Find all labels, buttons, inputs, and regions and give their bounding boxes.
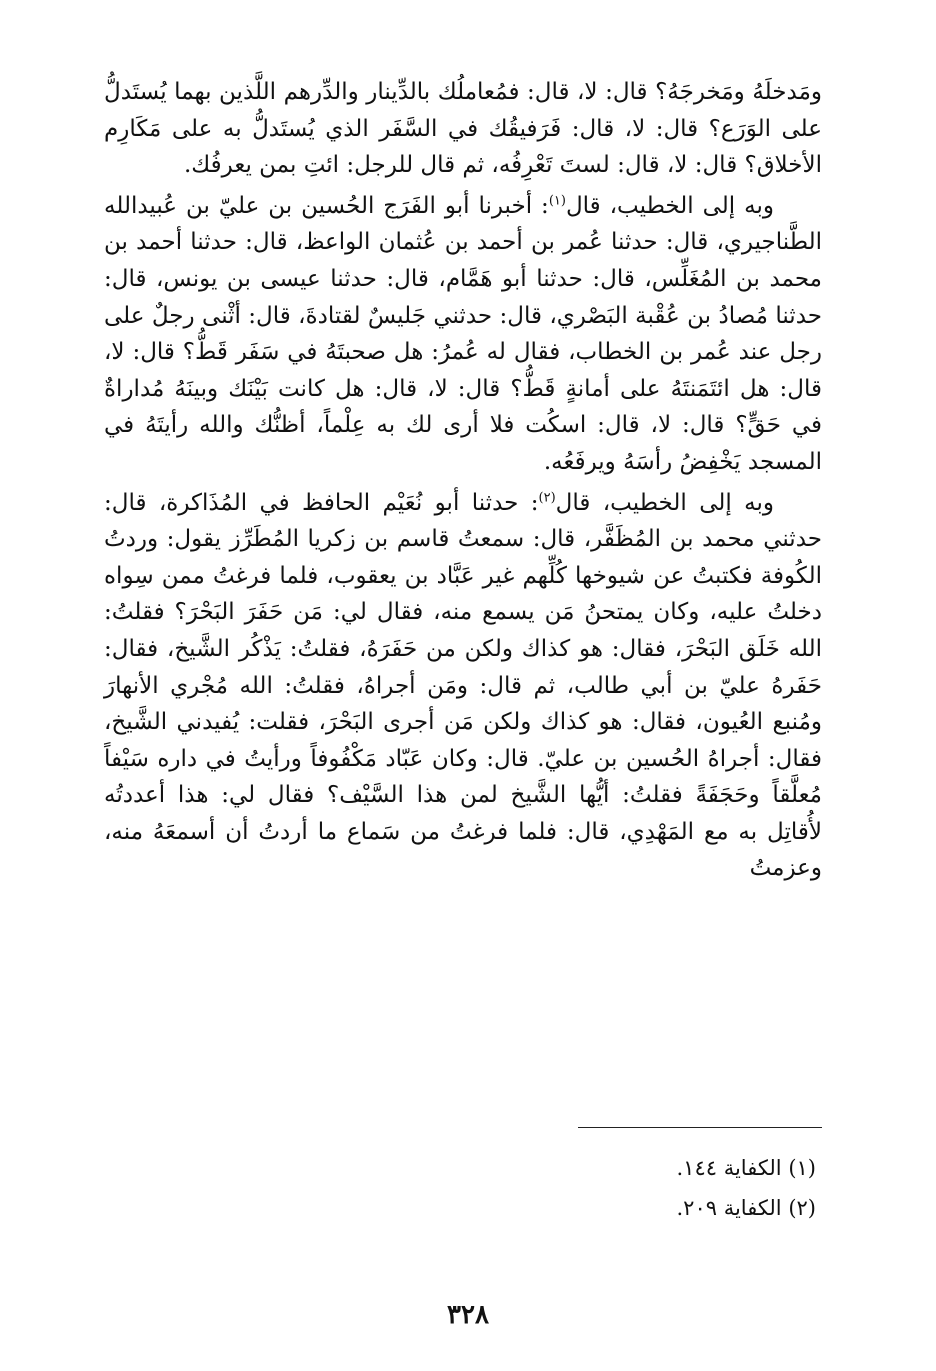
footnote-divider xyxy=(578,1127,822,1128)
footnote-ref-2[interactable]: (٢) xyxy=(538,489,556,505)
page-number: ٣٢٨ xyxy=(447,1300,489,1330)
footnotes xyxy=(104,1148,822,1228)
paragraph-2-lead: وبه إلى الخطيب، قال xyxy=(565,192,774,219)
paragraph-3-lead: وبه إلى الخطيب، قال xyxy=(555,489,774,516)
paragraph-2 xyxy=(104,188,822,481)
footnote-2: (٢) الكفاية ٢٠٩. xyxy=(676,1196,816,1220)
main-text xyxy=(104,74,822,891)
paragraph-3-text: : حدثنا أبو نُعَيْم الحافظ في المُذَاكرة، قال: حدثني محمد بن المُظَفَّر، قال: سمعتُ قاسم بن زكريا المُطَرِّز يقول: وردتُ الكُوفة فكتبتُ عن شيوخها كُلِّهم غير عَبَّاد بن يعقوب، فلما فرغتُ ممن سِواه دخلتُ عليه، وكان يمتحنُ مَن يسمع منه، فقال لي: مَن حَفَرَ البَحْرَ؟ فقلتُ: الله خَلَق البَحْرَ، فقال: هو كذاك ولكن من حَفَرَهُ، فقلتُ: يَذْكُر الشَّيخ، فقال: حَفَرهُ عليّ بن أبي طالب، ثم قال: ومَن أجراهُ، فقلتُ: الله مُجْري الأنهارَ ومُنبع العُيون، فقال: هو كذاك ولكن مَن أجرى البَحْرَ، فقلت: يُفيدني الشَّيخ، فقال: أجراهُ الحُسين بن عليّ. قال: وكان عَبّاد مَكْفُوفاً ورأيتُ في داره سَيْفاً مُعلَّقاً وحَجَفَةً فقلتُ: أيُّها الشَّيخ لمن هذا السَّيْف؟ فقال لي: هذا أعددتُه لأُقاتِل به مع المَهْدِي، قال: فلما فرغتُ من سَماع ما أردتُ أن أسمعَهُ منه، وعزمتُ xyxy=(104,489,822,882)
paragraph-2-text: : أخبرنا أبو الفَرَج الحُسين بن عليّ بن عُبيدالله الطَّناجيري، قال: حدثنا عُمر بن أحمد بن عُثمان الواعظ، قال: حدثنا أحمد بن محمد بن المُغَلِّس، قال: حدثنا أبو هَمَّام، قال: حدثنا عيسى بن يونس، قال: حدثنا مُصادُ بن عُقْبة البَصْري، قال: حدثني جَليسٌ لقتادةَ، قال: أثْنى رجلٌ على رجل عند عُمر بن الخطاب، فقال له عُمرُ: هل صحبتَهُ في سَفَر قَطُّ؟ قال: لا، قال: هل ائتَمَنتَهُ على أمانةٍ قَطُّ؟ قال: لا، قال: هل كانت بَيْنَك وبينَهُ مُداراةٌ في حَقٍّ؟ قال: لا، قال: اسكُت فلا أرى لك به عِلْماً، أظنُّك والله رأيتَهُ في المسجد يَخْفِضُ رأسَهُ ويرفَعُه. xyxy=(104,192,822,475)
paragraph-3 xyxy=(104,485,822,888)
footnote-1: (١) الكفاية ١٤٤. xyxy=(676,1156,816,1180)
paragraph-1 xyxy=(104,74,822,184)
paragraph-1-text: ومَدخلَهُ ومَخرجَهُ؟ قال: لا، قال: فمُعاملُك بالدِّينار والدِّرهم اللَّذين بهما يُستَدلُّ على الوَرَع؟ قال: لا، قال: فَرَفيقُك في السَّفَر الذي يُستَدلُّ به على مَكَارِم الأخلاق؟ قال: لا، قال: لستَ تَعْرِفُه، ثم قال للرجل: ائتِ بمن يعرفُك. xyxy=(104,79,822,179)
footnote-ref-1[interactable]: (١) xyxy=(548,193,566,209)
